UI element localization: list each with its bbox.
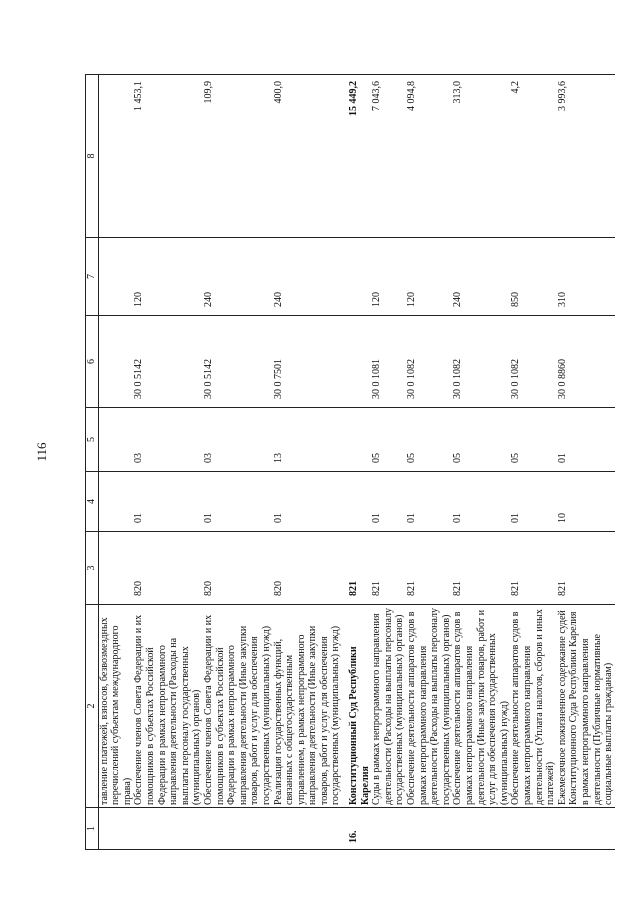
table-row bbox=[98, 75, 133, 850]
row-ved: 821 bbox=[371, 532, 406, 605]
row-rz: 01 bbox=[371, 472, 406, 532]
row-sum: 313,0 bbox=[452, 75, 510, 238]
row-number bbox=[133, 808, 203, 850]
row-csr: 30 0 7501 bbox=[273, 316, 343, 408]
section-ved: 821 bbox=[348, 532, 371, 605]
row-sum: 400,0 bbox=[273, 75, 343, 238]
row-ved bbox=[98, 532, 133, 605]
page-number: 116 bbox=[34, 442, 49, 462]
row-number bbox=[452, 808, 510, 850]
row-rz: 01 bbox=[452, 472, 510, 532]
table-header-row bbox=[86, 75, 99, 850]
table-row bbox=[510, 75, 556, 850]
section-name: Конституционный Суд Республики Карелия bbox=[348, 605, 371, 808]
row-ved: 821 bbox=[510, 532, 556, 605]
row-csr: 30 0 1081 bbox=[371, 316, 406, 408]
row-rz bbox=[98, 472, 133, 532]
budget-table bbox=[85, 74, 615, 850]
row-sum bbox=[98, 75, 133, 238]
table-row bbox=[406, 75, 452, 850]
row-vr bbox=[98, 238, 133, 316]
row-sum: 3 993,6 bbox=[557, 75, 615, 238]
table-row bbox=[371, 75, 406, 850]
header-col-4: 4 bbox=[86, 472, 99, 532]
row-csr: 30 0 5142 bbox=[203, 316, 273, 408]
row-pr: 01 bbox=[557, 408, 615, 472]
row-rz: 01 bbox=[133, 472, 203, 532]
row-name: Обеспечение деятельности аппаратов судов в рамках непрограммного направления деятельности (Иные закупки товаров, работ и услуг для обеспечения государственных (муниципальных) нужд) bbox=[452, 605, 510, 808]
row-number bbox=[203, 808, 273, 850]
header-col-6: 6 bbox=[86, 316, 99, 408]
row-name: Обеспечение членов Совета Федерации и их помощников в субъектах Российской Федерации в рамках непрограммного направления деятельности (Расходы на выплаты персоналу государственных (муниципальных) органов) bbox=[133, 605, 203, 808]
row-number bbox=[98, 808, 133, 850]
section-row-constitutional-court bbox=[348, 75, 371, 850]
row-pr: 03 bbox=[203, 408, 273, 472]
row-csr: 30 0 5142 bbox=[133, 316, 203, 408]
row-number bbox=[557, 808, 615, 850]
row-ved: 820 bbox=[133, 532, 203, 605]
row-vr: 240 bbox=[273, 238, 343, 316]
section-number: 16. bbox=[348, 808, 371, 850]
row-rz: 01 bbox=[273, 472, 343, 532]
row-sum: 7 043,6 bbox=[371, 75, 406, 238]
section-rz bbox=[348, 472, 371, 532]
row-csr: 30 0 8860 bbox=[557, 316, 615, 408]
row-number bbox=[406, 808, 452, 850]
header-col-7: 7 bbox=[86, 238, 99, 316]
header-col-2: 2 bbox=[86, 605, 99, 808]
row-rz: 10 bbox=[557, 472, 615, 532]
row-ved: 821 bbox=[557, 532, 615, 605]
section-csr bbox=[348, 316, 371, 408]
row-vr: 240 bbox=[452, 238, 510, 316]
row-pr: 05 bbox=[406, 408, 452, 472]
row-vr: 120 bbox=[371, 238, 406, 316]
table-row bbox=[273, 75, 343, 850]
row-pr bbox=[98, 408, 133, 472]
table-row bbox=[133, 75, 203, 850]
row-rz: 01 bbox=[406, 472, 452, 532]
rotated-page-content bbox=[85, 75, 620, 850]
row-name: Суды в рамках непрограммного направления деятельности (Расходы на выплаты персоналу государственных (муниципальных) органов) bbox=[371, 605, 406, 808]
row-number bbox=[371, 808, 406, 850]
row-number bbox=[510, 808, 556, 850]
header-col-8: 8 bbox=[86, 75, 99, 238]
row-pr: 05 bbox=[452, 408, 510, 472]
header-col-1: 1 bbox=[86, 808, 99, 850]
row-ved: 821 bbox=[452, 532, 510, 605]
table-row bbox=[203, 75, 273, 850]
row-pr: 05 bbox=[510, 408, 556, 472]
row-pr: 13 bbox=[273, 408, 343, 472]
row-vr: 120 bbox=[133, 238, 203, 316]
row-sum: 4 094,8 bbox=[406, 75, 452, 238]
row-pr: 05 bbox=[371, 408, 406, 472]
row-pr: 03 bbox=[133, 408, 203, 472]
header-col-5: 5 bbox=[86, 408, 99, 472]
table-row bbox=[557, 75, 615, 850]
row-vr: 240 bbox=[203, 238, 273, 316]
row-vr: 310 bbox=[557, 238, 615, 316]
row-sum: 109,9 bbox=[203, 75, 273, 238]
row-number bbox=[273, 808, 343, 850]
row-name: тавление платежей, взносов, безвозмездных перечислений субъектам международного права) bbox=[98, 605, 133, 808]
header-col-3: 3 bbox=[86, 532, 99, 605]
row-rz: 01 bbox=[203, 472, 273, 532]
row-vr: 120 bbox=[406, 238, 452, 316]
row-csr: 30 0 1082 bbox=[406, 316, 452, 408]
section-vr bbox=[348, 238, 371, 316]
row-ved: 820 bbox=[203, 532, 273, 605]
row-ved: 820 bbox=[273, 532, 343, 605]
table-row bbox=[452, 75, 510, 850]
section-pr bbox=[348, 408, 371, 472]
row-sum: 4,2 bbox=[510, 75, 556, 238]
row-csr: 30 0 1082 bbox=[452, 316, 510, 408]
section-total-sum: 15 449,2 bbox=[348, 75, 371, 238]
row-ved: 821 bbox=[406, 532, 452, 605]
row-csr bbox=[98, 316, 133, 408]
row-name: Реализация государственных функций, связанных с общегосударственным управлением, в рамках непрограммного направления деятельности (Иные закупки товаров, работ и услуг для обеспечения государственных (муниципальных) нужд) bbox=[273, 605, 343, 808]
row-name: Обеспечение членов Совета Федерации и их помощников в субъектах Российской Федерации в рамках непрограммного направления деятельности (Иные закупки товаров, работ и услуг для обеспечения государственных (муниципальных) нужд) bbox=[203, 605, 273, 808]
row-sum: 1 453,1 bbox=[133, 75, 203, 238]
row-vr: 850 bbox=[510, 238, 556, 316]
row-name: Обеспечение деятельности аппаратов судов в рамках непрограммного направления деятельности (Уплата налогов, сборов и иных платежей) bbox=[510, 605, 556, 808]
row-rz: 01 bbox=[510, 472, 556, 532]
row-csr: 30 0 1082 bbox=[510, 316, 556, 408]
row-name: Обеспечение деятельности аппаратов судов в рамках непрограммного направления деятельности (Расходы на выплаты персоналу государственных (муниципальных) органов) bbox=[406, 605, 452, 808]
row-name: Ежемесячное пожизненное содержание судей Конституционного Суда Республики Карелия в рамках непрограммного направления деятельности (Публичные нормативные социальные выплаты гражданам) bbox=[557, 605, 615, 808]
